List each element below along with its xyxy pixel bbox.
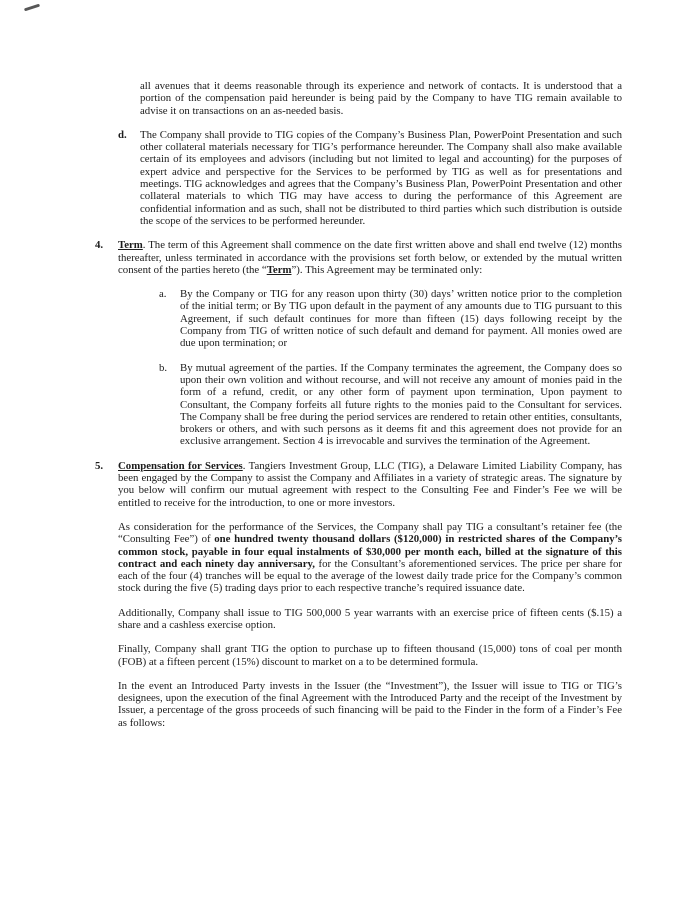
text-run: In the event an Introduced Party invests in the Issuer (the “Investment”), the Issuer will issue to TIG or TIG’s designees, upon the execution of the final Agreement with the Introduced Party and the receipt of the Investment by Issuer, a percentage of the gross proceeds of such financing will be paid to the Finder in the form of a Finder’s Fee as follows: <box>118 679 622 729</box>
text-run: Term <box>266 263 292 276</box>
paragraph-coal-option <box>95 643 622 668</box>
text-run: By the Company or TIG for any reason upon thirty (30) days’ written notice prior to the completion of the initial term; or By TIG upon default in the payment of any amounts due to TIG pursuant to this Agreement, if such default continues for more than fifteen (15) days following receipt by the Company from TIG of written notice of such default and demand for payment. All monies owed are due upon termination; or <box>180 288 622 350</box>
text-run: . Tangiers Investment Group, LLC (TIG), a Delaware Limited Liability Company, has been engaged by the Company to assist the Company and Affiliates in a variety of strategic areas. The signature by you below will confirm our mutual agreement with respect to the Consulting Fee and Finder’s Fee we will be entitled to receive for the introduction, to one or more investors. <box>118 459 623 509</box>
paragraph-warrants <box>95 607 622 632</box>
sub-item-a <box>95 288 622 349</box>
document-body <box>95 80 622 729</box>
list-label: 5. <box>95 459 104 472</box>
text-run: By mutual agreement of the parties. If the Company terminates the agreement, the Company does so upon their own volition and without recourse, and will not receive any amount of monies paid in the form of a refund, credit, or any other form of payment upon termination, Upon payment to Consultant, the Company forfeits all future rights to the monies paid to the Consultant for services. The Company shall be free during the period services are rendered to retain other entities, consultants, brokers or others, and with such persons as it deems fit and this agreement does not provide for an exclusive arrangement. Section 4 is irrevocable and survives the termination of the Agreement. <box>180 361 622 448</box>
section-5-compensation <box>95 460 622 509</box>
text-run: Term <box>118 239 143 252</box>
text-run: one hundred twenty thousand dollars ($120,000) in restricted shares of the Company’s common stock, payable in four equal instalments of $30,000 per month each, billed at the signature of this contract and each ninety day anniversary, <box>118 533 622 570</box>
text-run: ”). This Agreement may be terminated only: <box>291 263 483 276</box>
paragraph-consideration <box>95 521 622 595</box>
sub-item-b <box>95 362 622 448</box>
list-item-d <box>95 129 622 227</box>
list-label: 4. <box>95 239 104 252</box>
continuation-paragraph <box>95 80 622 117</box>
text-run: Additionally, Company shall issue to TIG 500,000 5 year warrants with an exercise price of fifteen cents ($.15) a share and a cashless exercise option. <box>118 606 622 631</box>
scan-artifact <box>24 4 40 12</box>
text-run: As consideration for the performance of the Services, the Company shall pay TIG a consultant’s retainer fee (the “Consulting Fee”) of <box>118 520 622 546</box>
text-run: Compensation for Services <box>118 459 243 472</box>
list-label: d. <box>118 128 127 141</box>
list-label: a. <box>159 288 167 301</box>
section-4-term <box>95 239 622 276</box>
document-page <box>95 80 622 741</box>
text-run: all avenues that it deems reasonable through its experience and network of contacts. It is understood that a portion of the compensation paid hereunder is being paid by the Company to have TIG remain available to advise it on transactions on an as-needed basis. <box>140 80 622 117</box>
text-run: Finally, Company shall grant TIG the option to purchase up to fifteen thousand (15,000) tons of coal per month (FOB) at a fifteen percent (15%) discount to market on a to be determined formula. <box>118 643 622 668</box>
text-run: The Company shall provide to TIG copies of the Company’s Business Plan, PowerPoint Presentation and such other collateral materials necessary for TIG’s performance hereunder. The Company shall also make available certain of its employees and advisors (including but not limited to legal and accounting) for the purposes of expert advice and perspective for the Services to be performed by TIG as well as for presentations and meetings. TIG acknowledges and agrees that the Company’s Business Plan, PowerPoint Presentation and other collateral materials to which TIG may have access to during the performance of this Agreement are confidential information and as such, shall not be distributed to third parties which such distribution is outside the scope of the services to be performed hereunder. <box>140 128 622 227</box>
text-run: . The term of this Agreement shall commence on the date first written above and shall end twelve (12) months thereafter, unless terminated in accordance with the provisions set forth below, or extended by the mutual written consent of the parties hereto (the “ <box>118 239 622 276</box>
text-run: for the Consultant’s aforementioned services. The price per share for each of the four (4) tranches will be equal to the average of the lowest daily trade price for the Company’s common stock during the five (5) trading days prior to each respective tranche’s required issuance date. <box>118 557 622 595</box>
paragraph-finders-fee <box>95 680 622 729</box>
list-label: b. <box>159 361 168 374</box>
